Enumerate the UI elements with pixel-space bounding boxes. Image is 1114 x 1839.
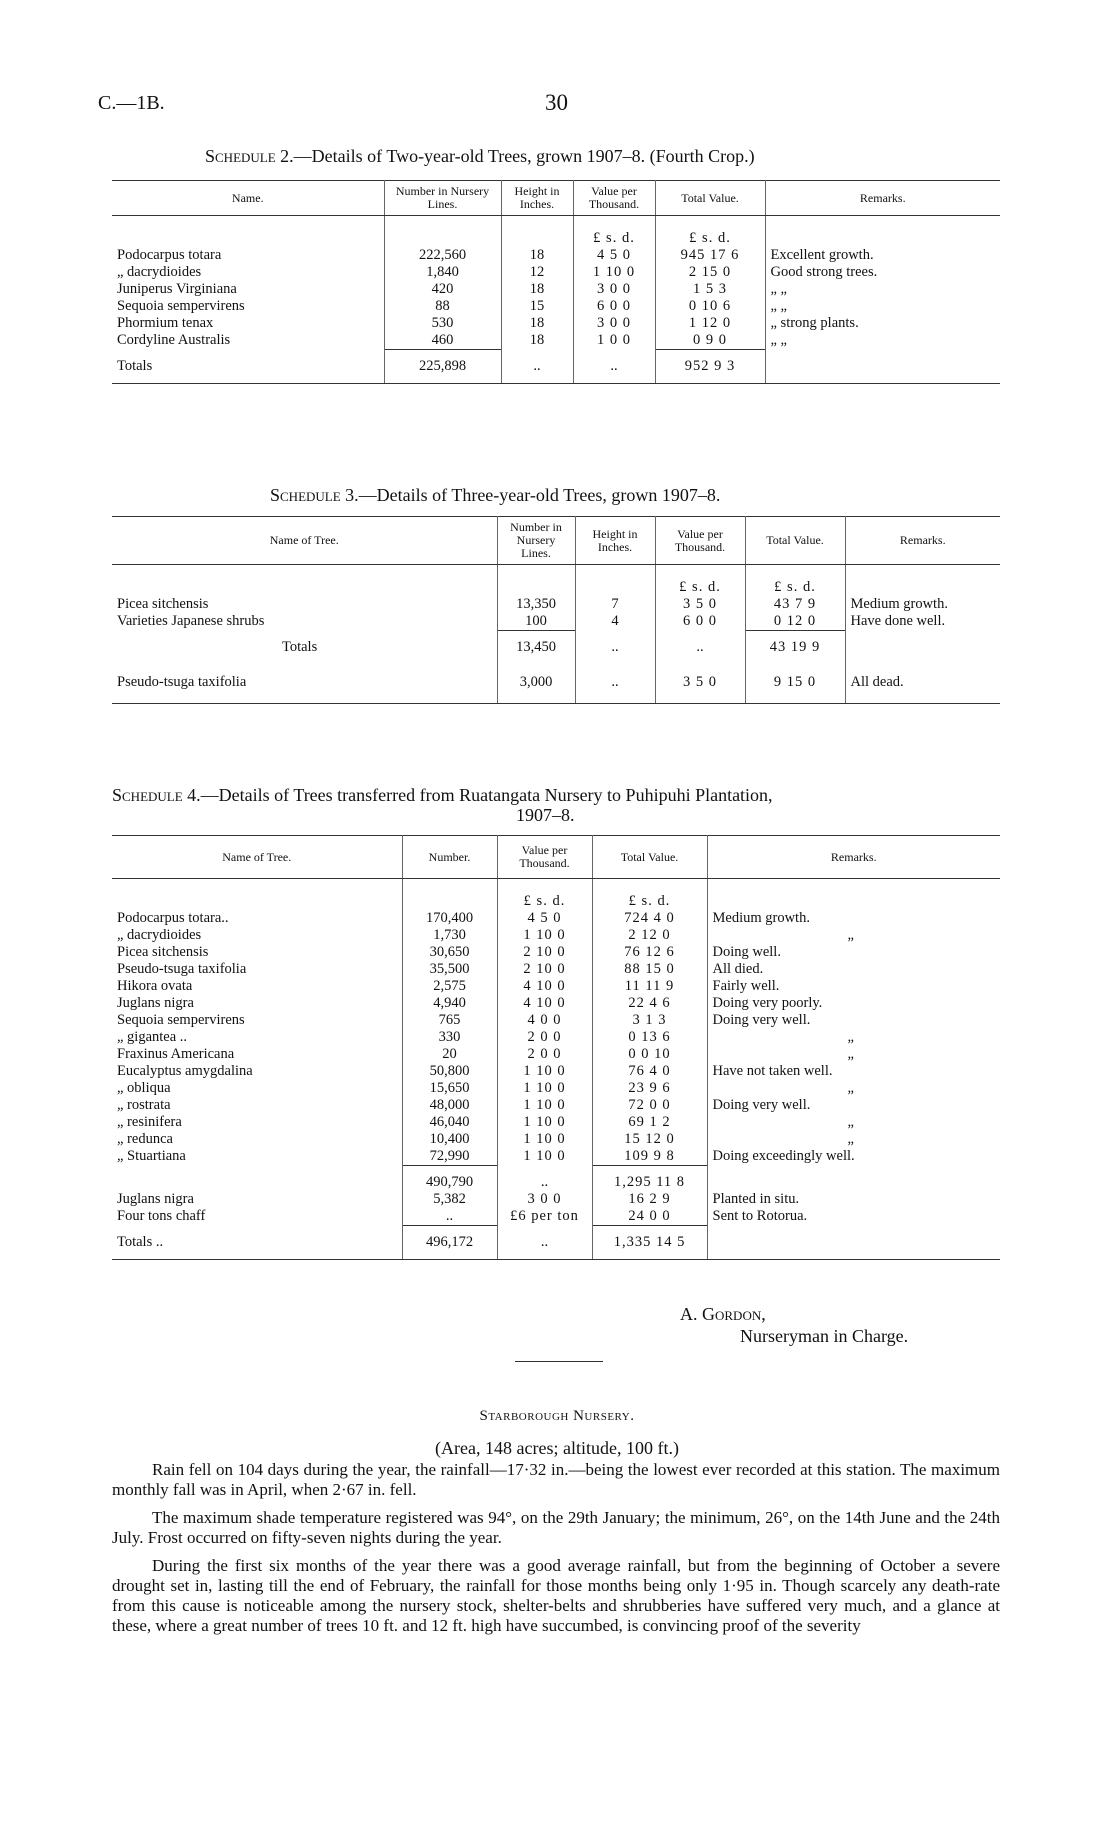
totals-number: 225,898 xyxy=(384,350,501,384)
value-cell: 4 5 0 xyxy=(573,247,655,264)
totals-value: .. xyxy=(497,1226,592,1260)
table-row xyxy=(112,927,1000,944)
tree-name: Cordyline Australis xyxy=(112,332,384,350)
value-cell: 1 10 0 xyxy=(497,927,592,944)
height-cell: 18 xyxy=(501,315,573,332)
table-row xyxy=(112,664,1000,704)
remarks-cell: All dead. xyxy=(845,664,1000,704)
total-cell: 0 13 6 xyxy=(592,1029,707,1046)
schedule4-title-text: 4.—Details of Trees transferred from Ruatangata Nursery to Puhipuhi Plantation, xyxy=(187,785,773,805)
number-cell: .. xyxy=(402,1208,497,1226)
remarks-cell: Have done well. xyxy=(850,613,946,629)
number-cell: 46,040 xyxy=(402,1114,497,1131)
value-cell: 6 0 0 xyxy=(573,298,655,315)
paragraph: The maximum shade temperature registered was 94°, on the 29th January; the minimum, 26°, on the 14th June and the 24th July. Frost occurred on fifty-seven nights during the year. xyxy=(112,1508,1000,1547)
totals-label: Totals xyxy=(112,350,384,384)
tree-name: „ rostrata xyxy=(112,1097,402,1114)
col-header: Total Value. xyxy=(592,836,707,879)
table-row xyxy=(112,315,1000,332)
signature-name-text: A. Gordon, xyxy=(680,1304,766,1324)
totals-height: .. xyxy=(575,631,655,665)
units-value: £ s. d. xyxy=(497,879,592,911)
number-cell: 765 xyxy=(402,1012,497,1029)
number-cell: 35,500 xyxy=(402,961,497,978)
units-row xyxy=(112,879,1000,911)
totals-total: 1,335 14 5 xyxy=(592,1226,707,1260)
table-row xyxy=(112,1097,1000,1114)
table-row xyxy=(112,910,1000,927)
subtotal-number: 490,790 xyxy=(402,1166,497,1192)
tree-name: „ dacrydioides xyxy=(112,264,384,281)
total-cell: 1 5 3 xyxy=(655,281,765,298)
schedule4-table xyxy=(112,835,1000,1260)
document-reference: C.—1B. xyxy=(98,92,165,114)
remarks-cell: Doing well. xyxy=(712,944,781,960)
remarks-cell: „ xyxy=(847,1114,854,1130)
total-cell: 11 11 9 xyxy=(592,978,707,995)
schedule4-title xyxy=(112,785,773,806)
value-cell: 3 0 0 xyxy=(573,315,655,332)
value-cell: 2 10 0 xyxy=(497,944,592,961)
tree-name: Picea sitchensis xyxy=(112,944,402,961)
remarks-cell: „ „ xyxy=(770,298,787,314)
number-cell: 72,990 xyxy=(402,1148,497,1166)
total-cell: 109 9 8 xyxy=(592,1148,707,1166)
col-header: Name of Tree. xyxy=(112,517,497,565)
height-cell: 18 xyxy=(501,281,573,298)
number-cell: 3,000 xyxy=(497,664,575,704)
totals-height: .. xyxy=(501,350,573,384)
table-row xyxy=(112,264,1000,281)
tree-name: Sequoia sempervirens xyxy=(112,298,384,315)
remarks-cell: „ strong plants. xyxy=(770,315,859,331)
height-cell: 18 xyxy=(501,247,573,264)
tree-name: Juniperus Virginiana xyxy=(112,281,384,298)
value-cell: 3 0 0 xyxy=(573,281,655,298)
units-value: £ s. d. xyxy=(573,216,655,248)
table-row xyxy=(112,978,1000,995)
remarks-cell: Doing very well. xyxy=(712,1012,811,1028)
total-cell: 43 7 9 xyxy=(745,596,845,613)
value-cell: 4 10 0 xyxy=(497,978,592,995)
table-row xyxy=(112,332,1000,350)
value-cell: 2 0 0 xyxy=(497,1046,592,1063)
tree-name: Podocarpus totara xyxy=(112,247,384,264)
total-cell: 76 12 6 xyxy=(592,944,707,961)
page-number: 30 xyxy=(545,90,568,115)
units-row xyxy=(112,216,1000,248)
units-value: £ s. d. xyxy=(655,565,745,597)
totals-value: .. xyxy=(573,350,655,384)
total-cell: 0 0 10 xyxy=(592,1046,707,1063)
col-header: Remarks. xyxy=(707,836,1000,879)
number-cell: 20 xyxy=(402,1046,497,1063)
totals-row xyxy=(112,350,1000,384)
total-cell: 0 9 0 xyxy=(655,332,765,350)
value-cell: 6 0 0 xyxy=(655,613,745,631)
remarks-cell: Planted in situ. xyxy=(712,1191,800,1207)
col-header: Number in Nursery Lines. xyxy=(497,517,575,565)
height-cell: 18 xyxy=(501,332,573,350)
tree-name: Varieties Japanese shrubs xyxy=(112,613,497,631)
height-cell: 4 xyxy=(575,613,655,631)
tree-name: Pseudo-tsuga taxifolia xyxy=(112,961,402,978)
total-cell: 0 10 6 xyxy=(655,298,765,315)
value-cell: 4 0 0 xyxy=(497,1012,592,1029)
total-cell: 15 12 0 xyxy=(592,1131,707,1148)
remarks-cell: „ „ xyxy=(770,332,787,348)
schedule3-title xyxy=(270,485,720,506)
value-cell: 1 10 0 xyxy=(497,1080,592,1097)
nursery-area: (Area, 148 acres; altitude, 100 ft.) xyxy=(435,1438,679,1458)
totals-value: .. xyxy=(655,631,745,665)
col-header: Value per Thousand. xyxy=(573,181,655,216)
schedule3-title-text: 3.—Details of Three-year-old Trees, grown 1907–8. xyxy=(345,485,721,505)
number-cell: 170,400 xyxy=(402,910,497,927)
tree-name: „ resinifera xyxy=(112,1114,402,1131)
col-header: Height in Inches. xyxy=(575,517,655,565)
remarks-cell: „ „ xyxy=(770,281,787,297)
table-row xyxy=(112,247,1000,264)
col-header: Total Value. xyxy=(745,517,845,565)
value-cell: 1 10 0 xyxy=(497,1114,592,1131)
value-cell: 1 0 0 xyxy=(573,332,655,350)
number-cell: 100 xyxy=(497,613,575,631)
totals-number: 496,172 xyxy=(402,1226,497,1260)
number-cell: 420 xyxy=(384,281,501,298)
subtotal-total: 1,295 11 8 xyxy=(592,1166,707,1192)
tree-name: Phormium tenax xyxy=(112,315,384,332)
remarks-cell: All died. xyxy=(712,961,764,977)
col-header: Remarks. xyxy=(765,181,1000,216)
remarks-cell: „ xyxy=(847,1029,854,1045)
col-header: Number in Nursery Lines. xyxy=(384,181,501,216)
tree-name: Eucalyptus amygdalina xyxy=(112,1063,402,1080)
tree-name: Pseudo-tsuga taxifolia xyxy=(112,664,497,704)
schedule2-title xyxy=(205,146,755,167)
signature-title: Nurseryman in Charge. xyxy=(740,1326,909,1346)
table-row xyxy=(112,298,1000,315)
number-cell: 50,800 xyxy=(402,1063,497,1080)
total-cell: 2 15 0 xyxy=(655,264,765,281)
totals-label: Totals xyxy=(112,631,497,665)
table-row xyxy=(112,596,1000,613)
units-row xyxy=(112,565,1000,597)
units-total: £ s. d. xyxy=(745,565,845,597)
height-cell: 7 xyxy=(575,596,655,613)
number-cell: 1,840 xyxy=(384,264,501,281)
number-cell: 330 xyxy=(402,1029,497,1046)
subtotal-value: .. xyxy=(497,1166,592,1192)
col-header: Number. xyxy=(402,836,497,879)
tree-name: Fraxinus Americana xyxy=(112,1046,402,1063)
tree-name: Four tons chaff xyxy=(112,1208,402,1226)
number-cell: 2,575 xyxy=(402,978,497,995)
table-row xyxy=(112,1131,1000,1148)
tree-name: „ gigantea .. xyxy=(112,1029,402,1046)
total-cell: 22 4 6 xyxy=(592,995,707,1012)
number-cell: 13,350 xyxy=(497,596,575,613)
remarks-cell: Excellent growth. xyxy=(770,247,874,263)
total-cell: 76 4 0 xyxy=(592,1063,707,1080)
table-row xyxy=(112,1191,1000,1208)
number-cell: 88 xyxy=(384,298,501,315)
number-cell: 222,560 xyxy=(384,247,501,264)
nursery-title: Starborough Nursery. xyxy=(479,1408,635,1424)
remarks-cell: Medium growth. xyxy=(850,596,948,612)
height-cell: .. xyxy=(575,664,655,704)
total-cell: 9 15 0 xyxy=(745,664,845,704)
total-cell: 72 0 0 xyxy=(592,1097,707,1114)
total-cell: 23 9 6 xyxy=(592,1080,707,1097)
value-cell: 1 10 0 xyxy=(573,264,655,281)
tree-name: „ Stuartiana xyxy=(112,1148,402,1166)
remarks-cell: Fairly well. xyxy=(712,978,780,994)
table-row xyxy=(112,1046,1000,1063)
remarks-cell: „ xyxy=(847,927,854,943)
table-row xyxy=(112,281,1000,298)
col-header: Total Value. xyxy=(655,181,765,216)
total-cell: 16 2 9 xyxy=(592,1191,707,1208)
remarks-cell: Have not taken well. xyxy=(712,1063,833,1079)
value-cell: 3 5 0 xyxy=(655,664,745,704)
subtotal-row xyxy=(112,1166,1000,1192)
value-cell: 4 10 0 xyxy=(497,995,592,1012)
col-header: Remarks. xyxy=(845,517,1000,565)
table-row xyxy=(112,1208,1000,1226)
number-cell: 15,650 xyxy=(402,1080,497,1097)
table-row xyxy=(112,1114,1000,1131)
col-header: Height in Inches. xyxy=(501,181,573,216)
table-row xyxy=(112,1012,1000,1029)
tree-name: „ dacrydioides xyxy=(112,927,402,944)
total-cell: 24 0 0 xyxy=(592,1208,707,1226)
total-cell: 945 17 6 xyxy=(655,247,765,264)
value-cell: 2 10 0 xyxy=(497,961,592,978)
table-row xyxy=(112,944,1000,961)
total-cell: 724 4 0 xyxy=(592,910,707,927)
table-row xyxy=(112,1148,1000,1166)
value-cell: 4 5 0 xyxy=(497,910,592,927)
tree-name: Picea sitchensis xyxy=(112,596,497,613)
tree-name: Sequoia sempervirens xyxy=(112,1012,402,1029)
total-cell: 0 12 0 xyxy=(745,613,845,631)
number-cell: 1,730 xyxy=(402,927,497,944)
tree-name: Podocarpus totara.. xyxy=(112,910,402,927)
value-cell: 1 10 0 xyxy=(497,1131,592,1148)
schedule4-title-line2: 1907–8. xyxy=(516,805,575,825)
remarks-cell: „ xyxy=(847,1046,854,1062)
remarks-cell: Medium growth. xyxy=(712,910,810,926)
number-cell: 10,400 xyxy=(402,1131,497,1148)
total-cell: 3 1 3 xyxy=(592,1012,707,1029)
col-header: Value per Thousand. xyxy=(497,836,592,879)
col-header: Name. xyxy=(112,181,384,216)
value-cell: 3 5 0 xyxy=(655,596,745,613)
table-row xyxy=(112,1080,1000,1097)
tree-name: Juglans nigra xyxy=(112,995,402,1012)
totals-label: Totals .. xyxy=(112,1226,402,1260)
col-header: Value per Thousand. xyxy=(655,517,745,565)
total-cell: 1 12 0 xyxy=(655,315,765,332)
totals-number: 13,450 xyxy=(497,631,575,665)
tree-name: Juglans nigra xyxy=(112,1191,402,1208)
section-divider xyxy=(515,1361,603,1362)
tree-name: Hikora ovata xyxy=(112,978,402,995)
remarks-cell: Doing very poorly. xyxy=(712,995,823,1011)
value-cell: 1 10 0 xyxy=(497,1148,592,1166)
totals-total: 43 19 9 xyxy=(745,631,845,665)
value-cell: 3 0 0 xyxy=(497,1191,592,1208)
remarks-cell: Doing exceedingly well. xyxy=(712,1148,855,1164)
schedule2-table xyxy=(112,180,1000,384)
number-cell: 30,650 xyxy=(402,944,497,961)
total-cell: 2 12 0 xyxy=(592,927,707,944)
remarks-cell: „ xyxy=(847,1131,854,1147)
number-cell: 48,000 xyxy=(402,1097,497,1114)
paragraph: Rain fell on 104 days during the year, the rainfall—17·32 in.—being the lowest ever recorded at this station. The maximum monthly fall was in April, when 2·67 in. fell. xyxy=(112,1460,1000,1499)
schedule2-title-prefix: Schedule xyxy=(205,146,276,166)
height-cell: 15 xyxy=(501,298,573,315)
value-cell: 2 0 0 xyxy=(497,1029,592,1046)
remarks-cell: Sent to Rotorua. xyxy=(712,1208,808,1224)
table-row xyxy=(112,613,1000,631)
number-cell: 460 xyxy=(384,332,501,350)
totals-row xyxy=(112,1226,1000,1260)
number-cell: 4,940 xyxy=(402,995,497,1012)
units-total: £ s. d. xyxy=(592,879,707,911)
totals-total: 952 9 3 xyxy=(655,350,765,384)
schedule3-title-prefix: Schedule xyxy=(270,485,341,505)
height-cell: 12 xyxy=(501,264,573,281)
value-cell: £6 per ton xyxy=(497,1208,592,1226)
value-cell: 1 10 0 xyxy=(497,1063,592,1080)
totals-row xyxy=(112,631,1000,665)
schedule3-table xyxy=(112,516,1000,704)
paragraph: During the first six months of the year there was a good average rainfall, but from the beginning of October a severe drought set in, lasting till the end of February, the rainfall for those months being only 1·95 in. Though scarcely any death-rate from this cause is noticeable among the nursery stock, shelter-belts and shrubberies have suffered very much, and a glance at these, where a great number of trees 10 ft. and 12 ft. high have succumbed, is convincing proof of the severity xyxy=(112,1556,1000,1635)
value-cell: 1 10 0 xyxy=(497,1097,592,1114)
remarks-cell: Doing very well. xyxy=(712,1097,811,1113)
tree-name: „ redunca xyxy=(112,1131,402,1148)
table-row xyxy=(112,1063,1000,1080)
remarks-cell: „ xyxy=(847,1080,854,1096)
table-row xyxy=(112,961,1000,978)
number-cell: 530 xyxy=(384,315,501,332)
total-cell: 69 1 2 xyxy=(592,1114,707,1131)
units-total: £ s. d. xyxy=(655,216,765,248)
col-header: Name of Tree. xyxy=(112,836,402,879)
schedule2-title-text: 2.—Details of Two-year-old Trees, grown 1907–8. (Fourth Crop.) xyxy=(280,146,755,166)
number-cell: 5,382 xyxy=(402,1191,497,1208)
remarks-cell: Good strong trees. xyxy=(770,264,878,280)
signature-name xyxy=(680,1304,766,1325)
tree-name: „ obliqua xyxy=(112,1080,402,1097)
table-row xyxy=(112,1029,1000,1046)
schedule4-title-prefix: Schedule xyxy=(112,785,183,805)
total-cell: 88 15 0 xyxy=(592,961,707,978)
table-row xyxy=(112,995,1000,1012)
